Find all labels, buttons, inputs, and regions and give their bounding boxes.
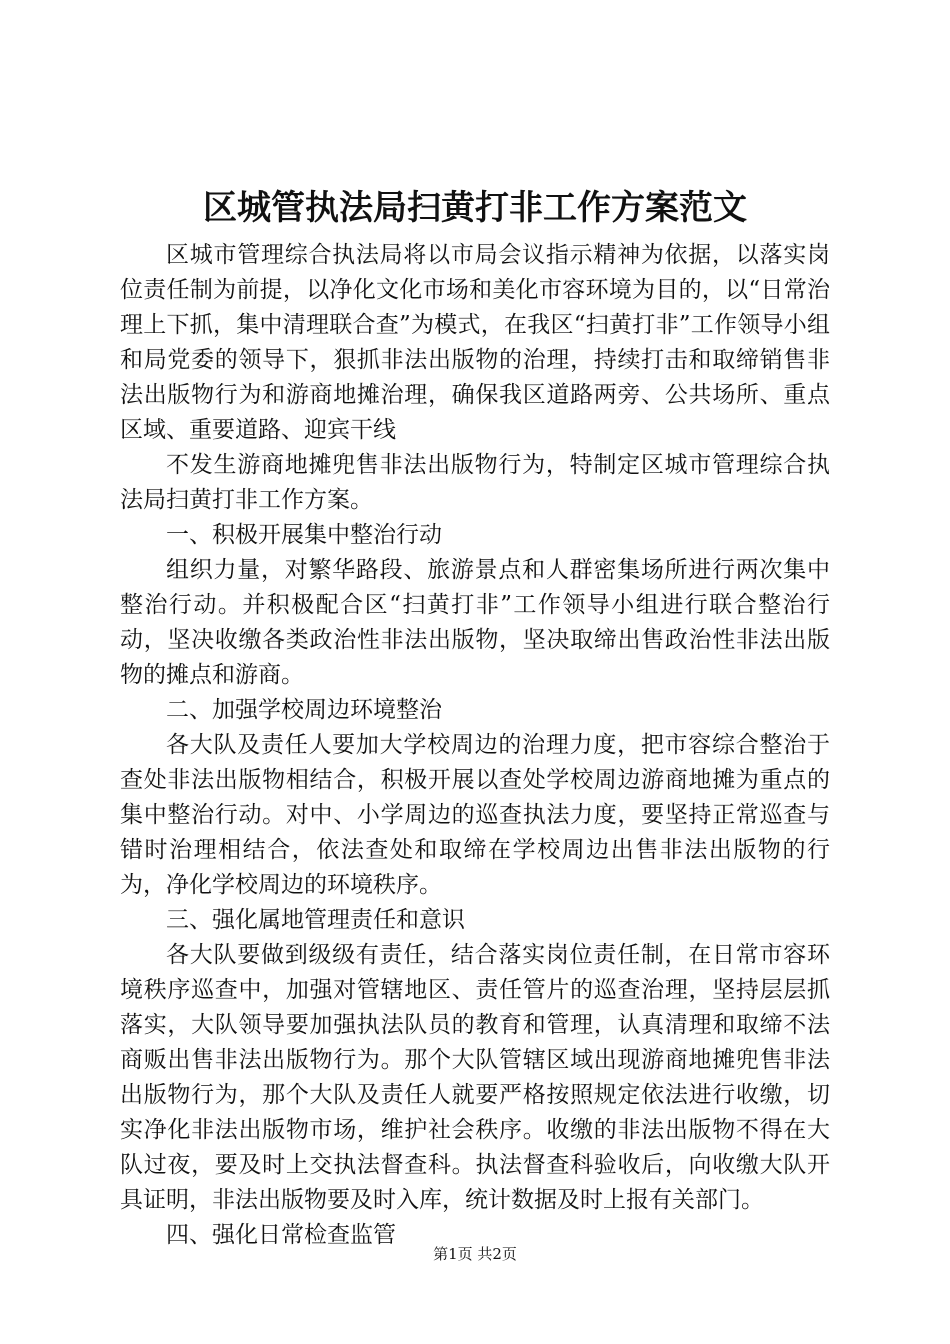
section-heading: 二、加强学校周边环境整治 xyxy=(166,697,442,723)
paragraph: 区城市管理综合执法局将以市局会议指示精神为依据，以落实岗位责任制为前提，以净化文化市场和美化市容环境为目的，以“日常治理上下抓，集中清理联合查”为模式，在我区“扫黄打非”工作领导小组和局党委的领导下，狠抓非法出版物的治理，持续打击和取缔销售非法出版物行为和游商地摊治理，确保我区道路两旁、公共场所、重点区域、重要道路、迎宾干线 xyxy=(120,242,830,443)
paragraph: 组织力量，对繁华路段、旅游景点和人群密集场所进行两次集中整治行动。并积极配合区“扫黄打非”工作领导小组进行联合整治行动，坚决收缴各类政治性非法出版物，坚决取缔出售政治性非法出版物的摊点和游商。 xyxy=(120,557,830,688)
document-title: 区城管执法局扫黄打非工作方案范文 xyxy=(203,188,747,228)
paragraph: 各大队及责任人要加大学校周边的治理力度，把市容综合整治于查处非法出版物相结合，积极开展以查处学校周边游商地摊为重点的集中整治行动。对中、小学周边的巡查执法力度，要坚持正常巡查与错时治理相结合，依法查处和取缔在学校周边出售非法出版物的行为，净化学校周边的环境秩序。 xyxy=(120,732,830,898)
paragraph: 各大队要做到级级有责任，结合落实岗位责任制，在日常市容环境秩序巡查中，加强对管辖地区、责任管片的巡查治理，坚持层层抓落实，大队领导要加强执法队员的教育和管理，认真清理和取缔不法商贩出售非法出版物行为。那个大队管辖区域出现游商地摊兜售非法出版物行为，那个大队及责任人就要严格按照规定依法进行收缴，切实净化非法出版物市场，维护社会秩序。收缴的非法出版物不得在大队过夜，要及时上交执法督查科。执法督查科验收后，向收缴大队开具证明，非法出版物要及时入库，统计数据及时上报有关部门。 xyxy=(120,942,830,1213)
paragraph: 不发生游商地摊兜售非法出版物行为，特制定区城市管理综合执法局扫黄打非工作方案。 xyxy=(120,452,830,513)
page-footer: 第1页 共2页 xyxy=(433,1245,517,1263)
section-heading: 四、强化日常检查监管 xyxy=(166,1222,396,1248)
document-body xyxy=(120,238,830,1253)
section-heading: 一、积极开展集中整治行动 xyxy=(166,522,442,548)
section-heading: 三、强化属地管理责任和意识 xyxy=(166,907,465,933)
